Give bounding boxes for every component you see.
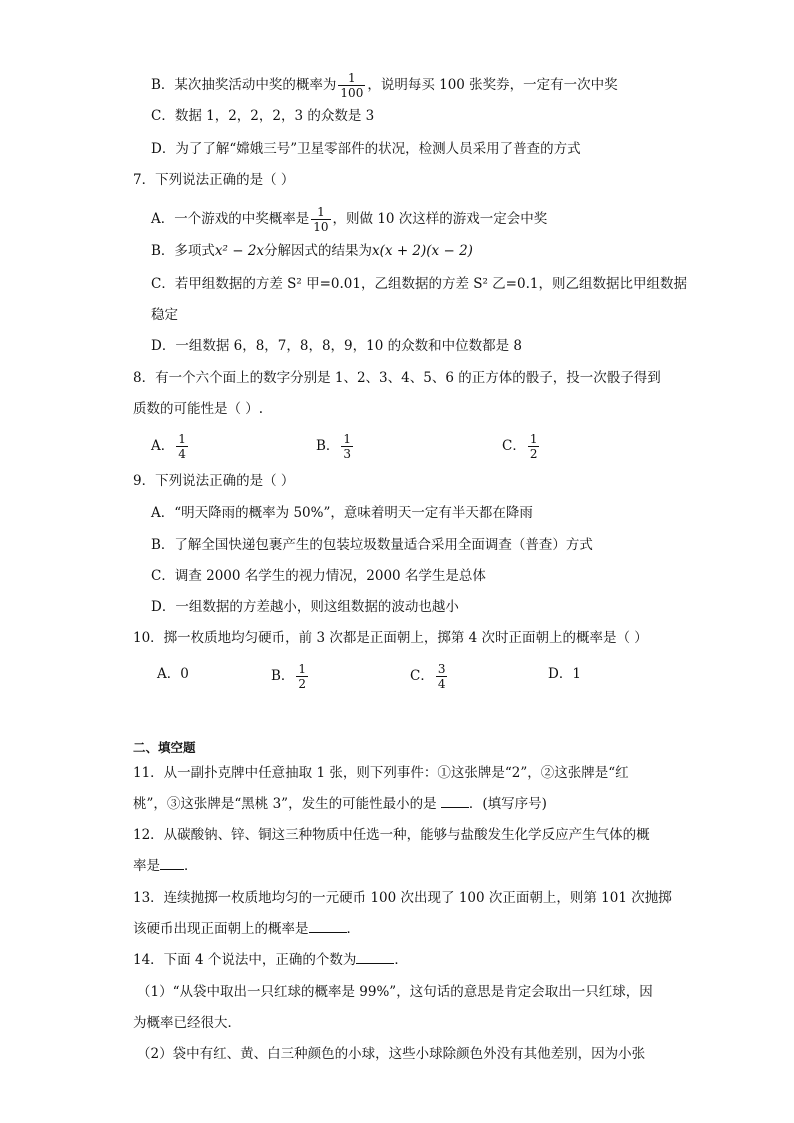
q7b-text-pre: B．多项式 bbox=[151, 243, 215, 259]
q7-option-c-line2: 稳定 bbox=[151, 307, 178, 323]
question-13-line1: 13．连续抛掷一枚质地均匀的一元硬币 100 次出现了 100 次正面朝上，则第 101 次抛掷 bbox=[133, 890, 672, 906]
q6-option-d: D．为了了解“嫦娥三号”卫星零部件的状况，检测人员采用了普查的方式 bbox=[151, 141, 581, 157]
fraction-numerator: 3 bbox=[437, 662, 446, 676]
q8-option-c bbox=[502, 432, 541, 461]
fraction-denominator: 100 bbox=[340, 86, 364, 100]
q10-option-c bbox=[410, 662, 449, 691]
fraction-numerator: 1 bbox=[317, 205, 325, 219]
q12-text-post: ． bbox=[184, 858, 198, 874]
q6b-text-pre: B．某次抽奖活动中奖的概率为 bbox=[151, 77, 337, 93]
q13-text-pre: 该硬币出现正面朝上的概率是 bbox=[133, 921, 309, 937]
fraction-1-10 bbox=[311, 205, 330, 234]
answer-blank[interactable] bbox=[160, 856, 184, 870]
fraction-denominator: 2 bbox=[298, 677, 307, 691]
q9-option-c: C．调查 2000 名学生的视力情况，2000 名学生是总体 bbox=[151, 568, 486, 584]
q7b-text-mid: 分解因式的结果为 bbox=[264, 243, 373, 259]
option-label: B． bbox=[271, 668, 295, 684]
question-12-line1: 12．从碳酸钠、锌、铜这三种物质中任选一种，能够与盐酸发生化学反应产生气体的概 bbox=[133, 827, 650, 843]
q14-statement-1-line2: 为概率已经很大． bbox=[133, 1015, 241, 1031]
fraction-denominator: 3 bbox=[343, 447, 352, 461]
math-expression: x² − 2x bbox=[214, 243, 265, 259]
fraction bbox=[341, 432, 353, 461]
question-12-line2 bbox=[133, 856, 198, 876]
q11-text-pre: 桃”，③这张牌是“黑桃 3”，发生的可能性最小的是 bbox=[133, 796, 437, 812]
q14-text-pre: 14．下面 4 个说法中，正确的个数为 bbox=[133, 952, 357, 968]
answer-blank[interactable] bbox=[441, 794, 469, 808]
q8-option-b bbox=[316, 432, 355, 461]
option-label: D．1 bbox=[548, 666, 581, 682]
math-expression: x(x + 2)(x − 2) bbox=[372, 243, 473, 259]
q6-option-b bbox=[151, 71, 618, 100]
answer-blank[interactable] bbox=[356, 950, 394, 964]
fraction bbox=[176, 432, 188, 461]
fraction-denominator: 2 bbox=[529, 447, 538, 461]
fraction bbox=[528, 432, 540, 461]
q14-statement-1-line1: （1）“从袋中取出一只红球的概率是 99%”，这句话的意思是肯定会取出一只红球，因 bbox=[137, 984, 653, 1000]
question-11-line1: 11．从一副扑克牌中任意抽取 1 张，则下列事件：①这张牌是“2”，②这张牌是“红 bbox=[133, 765, 629, 781]
fraction-denominator: 4 bbox=[437, 677, 446, 691]
q7-option-d: D．一组数据 6，8，7，8，8，9，10 的众数和中位数都是 8 bbox=[151, 338, 522, 354]
question-10: 10．掷一枚质地均匀硬币，前 3 次都是正面朝上，掷第 4 次时正面朝上的概率是（ ） bbox=[133, 630, 648, 646]
fraction-1-100 bbox=[338, 71, 365, 100]
q8-option-a bbox=[151, 432, 190, 461]
option-label: B． bbox=[316, 438, 340, 454]
option-label: C． bbox=[410, 668, 434, 684]
q10-option-a bbox=[157, 664, 189, 684]
q7a-text-pre: A．一个游戏的中奖概率是 bbox=[151, 211, 310, 227]
question-13-line2 bbox=[133, 919, 360, 939]
q10-option-b bbox=[271, 662, 310, 691]
question-7: 7．下列说法正确的是（ ） bbox=[133, 172, 295, 188]
q9-option-a: A．“明天降雨的概率为 50%”，意味着明天一定有半天都在降雨 bbox=[151, 505, 533, 521]
fraction-denominator: 10 bbox=[313, 220, 329, 234]
question-11-line2 bbox=[133, 794, 547, 814]
q14-text-post: ． bbox=[394, 952, 408, 968]
q14-statement-2-line1: （2）袋中有红、黄、白三种颜色的小球，这些小球除颜色外没有其他差别，因为小张 bbox=[137, 1046, 646, 1062]
answer-blank[interactable] bbox=[309, 919, 347, 933]
q6-option-c: C．数据 1，2，2，2，3 的众数是 3 bbox=[151, 108, 375, 124]
fraction-numerator: 1 bbox=[529, 432, 538, 446]
fraction-numerator: 1 bbox=[298, 662, 307, 676]
question-9: 9．下列说法正确的是（ ） bbox=[133, 473, 295, 489]
q12-text-pre: 率是 bbox=[133, 858, 160, 874]
q7-option-c-line1: C．若甲组数据的方差 S² 甲=0.01，乙组数据的方差 S² 乙=0.1，则乙组数据比甲组数据 bbox=[151, 276, 687, 292]
fraction-numerator: 1 bbox=[178, 432, 186, 446]
q10-option-d bbox=[548, 664, 581, 684]
q9-option-d: D．一组数据的方差越小，则这组数据的波动也越小 bbox=[151, 599, 459, 615]
fraction bbox=[436, 662, 448, 691]
section-heading: 二、填空题 bbox=[133, 740, 196, 755]
option-label: A． bbox=[151, 438, 175, 454]
question-8-line1: 8．有一个六个面上的数字分别是 1、2、3、4、5、6 的正方体的骰子，投一次骰子得到 bbox=[133, 370, 661, 386]
question-8-line2: 质数的可能性是（ ）. bbox=[133, 401, 264, 417]
q7-option-a bbox=[151, 205, 547, 234]
q9-option-b: B．了解全国快递包裹产生的包装垃圾数量适合采用全面调查（普查）方式 bbox=[151, 537, 593, 553]
question-14 bbox=[133, 950, 408, 970]
q7a-text-post: ，则做 10 次这样的游戏一定会中奖 bbox=[332, 211, 548, 227]
q6b-text-post: ，说明每买 100 张奖券，一定有一次中奖 bbox=[367, 77, 618, 93]
option-label: A．0 bbox=[157, 666, 189, 682]
q7-option-b bbox=[151, 241, 473, 261]
q13-text-post: ． bbox=[346, 921, 360, 937]
fraction bbox=[296, 662, 308, 691]
fraction-denominator: 4 bbox=[178, 447, 186, 461]
q11-text-post: ．(填写序号) bbox=[468, 796, 547, 812]
fraction-numerator: 1 bbox=[343, 432, 352, 446]
fraction-numerator: 1 bbox=[348, 71, 356, 85]
option-label: C． bbox=[502, 438, 526, 454]
